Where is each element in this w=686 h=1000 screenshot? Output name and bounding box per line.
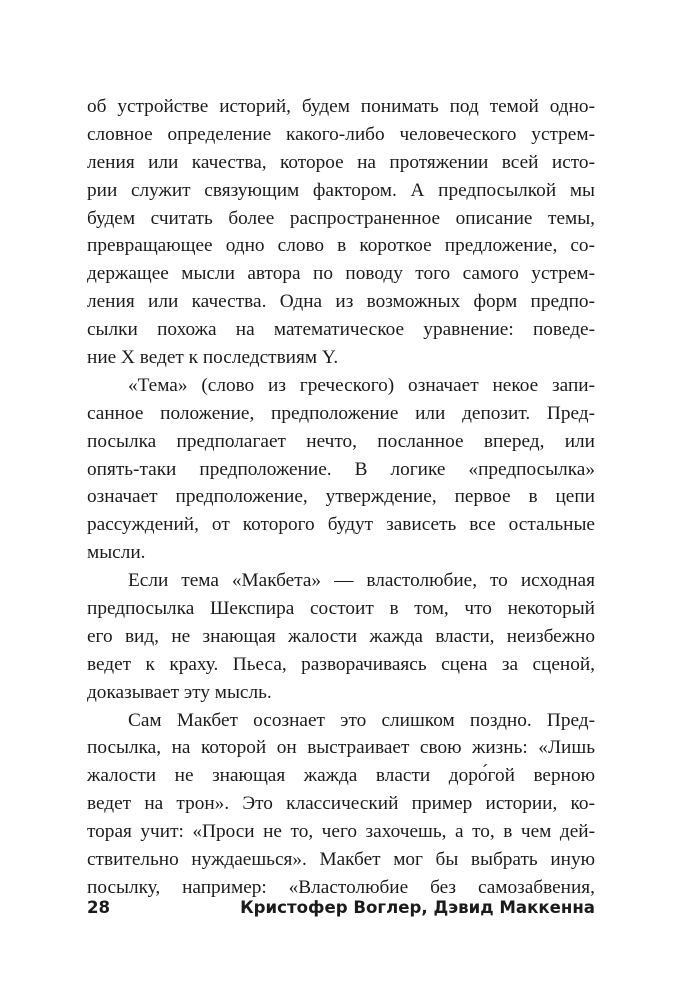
text-line: будем считать более распространенное описание темы, [87, 207, 595, 229]
page-number: 28 [87, 898, 111, 917]
text-line: Сам Макбет осознает это слишком поздно. Пред- [128, 709, 595, 731]
text-line: ления или качества. Одна из возможных форм предпо- [87, 291, 595, 313]
text-line: рии служит связующим фактором. А предпосылкой мы [87, 179, 595, 201]
paragraph [87, 707, 595, 902]
text-line: ствительно нуждаешься». Макбет мог бы выбрать иную [87, 849, 595, 871]
text-line: сылки похожа на математическое уравнение: поведе- [87, 319, 595, 341]
paragraph [87, 567, 595, 706]
text-line: жалости не знающая жажда власти доро́гой верною [87, 765, 595, 787]
text-line: мысли. [87, 542, 146, 564]
text-line: превращающее одно слово в короткое предложение, со- [87, 235, 595, 257]
page-footer [87, 898, 595, 924]
text-line: «Тема» (слово из греческого) означает некое запи- [128, 374, 595, 396]
text-line: ления или качества, которое на протяжении всей исто- [87, 151, 595, 173]
text-line: доказывает эту мысль. [87, 681, 272, 703]
paragraph [87, 372, 595, 567]
text-line: ние X ведет к последствиям Y. [87, 347, 339, 369]
text-line: ведет на трон». Это классический пример истории, ко- [87, 793, 595, 815]
text-line: предпосылка Шекспира состоит в том, что некоторый [87, 598, 595, 620]
text-line: посылка, на которой он выстраивает свою жизнь: «Лишь [87, 737, 595, 759]
text-line: ведет к краху. Пьеса, разворачиваясь сцена за сценой, [87, 653, 595, 675]
paragraph [87, 93, 595, 372]
text-line: рассуждений, от которого будут зависеть все остальные [87, 514, 595, 536]
text-line: означает предположение, утверждение, первое в цепи [87, 486, 595, 508]
text-line: посылка предполагает нечто, посланное вперед, или [87, 430, 595, 452]
text-line: об устройстве историй, будем понимать под темой одно- [87, 96, 595, 117]
text-line: словное определение какого-либо человеческого устрем- [87, 123, 595, 145]
text-line: посылку, например: «Властолюбие без самозабвения, [87, 876, 595, 898]
text-line: торая учит: «Проси не то, чего захочешь, а то, в чем дей- [87, 821, 595, 843]
running-head: Кристофер Воглер, Дэвид Маккенна [240, 898, 595, 917]
body-text [87, 93, 595, 902]
text-line: Если тема «Макбета» — властолюбие, то исходная [128, 570, 595, 592]
text-line: санное положение, предположение или депозит. Пред- [87, 402, 595, 424]
text-line: опять-таки предположение. В логике «предпосылка» [87, 458, 595, 480]
text-line: держащее мысли автора по поводу того самого устрем- [87, 263, 595, 285]
text-line: его вид, не знающая жалости жажда власти, неизбежно [87, 625, 595, 647]
